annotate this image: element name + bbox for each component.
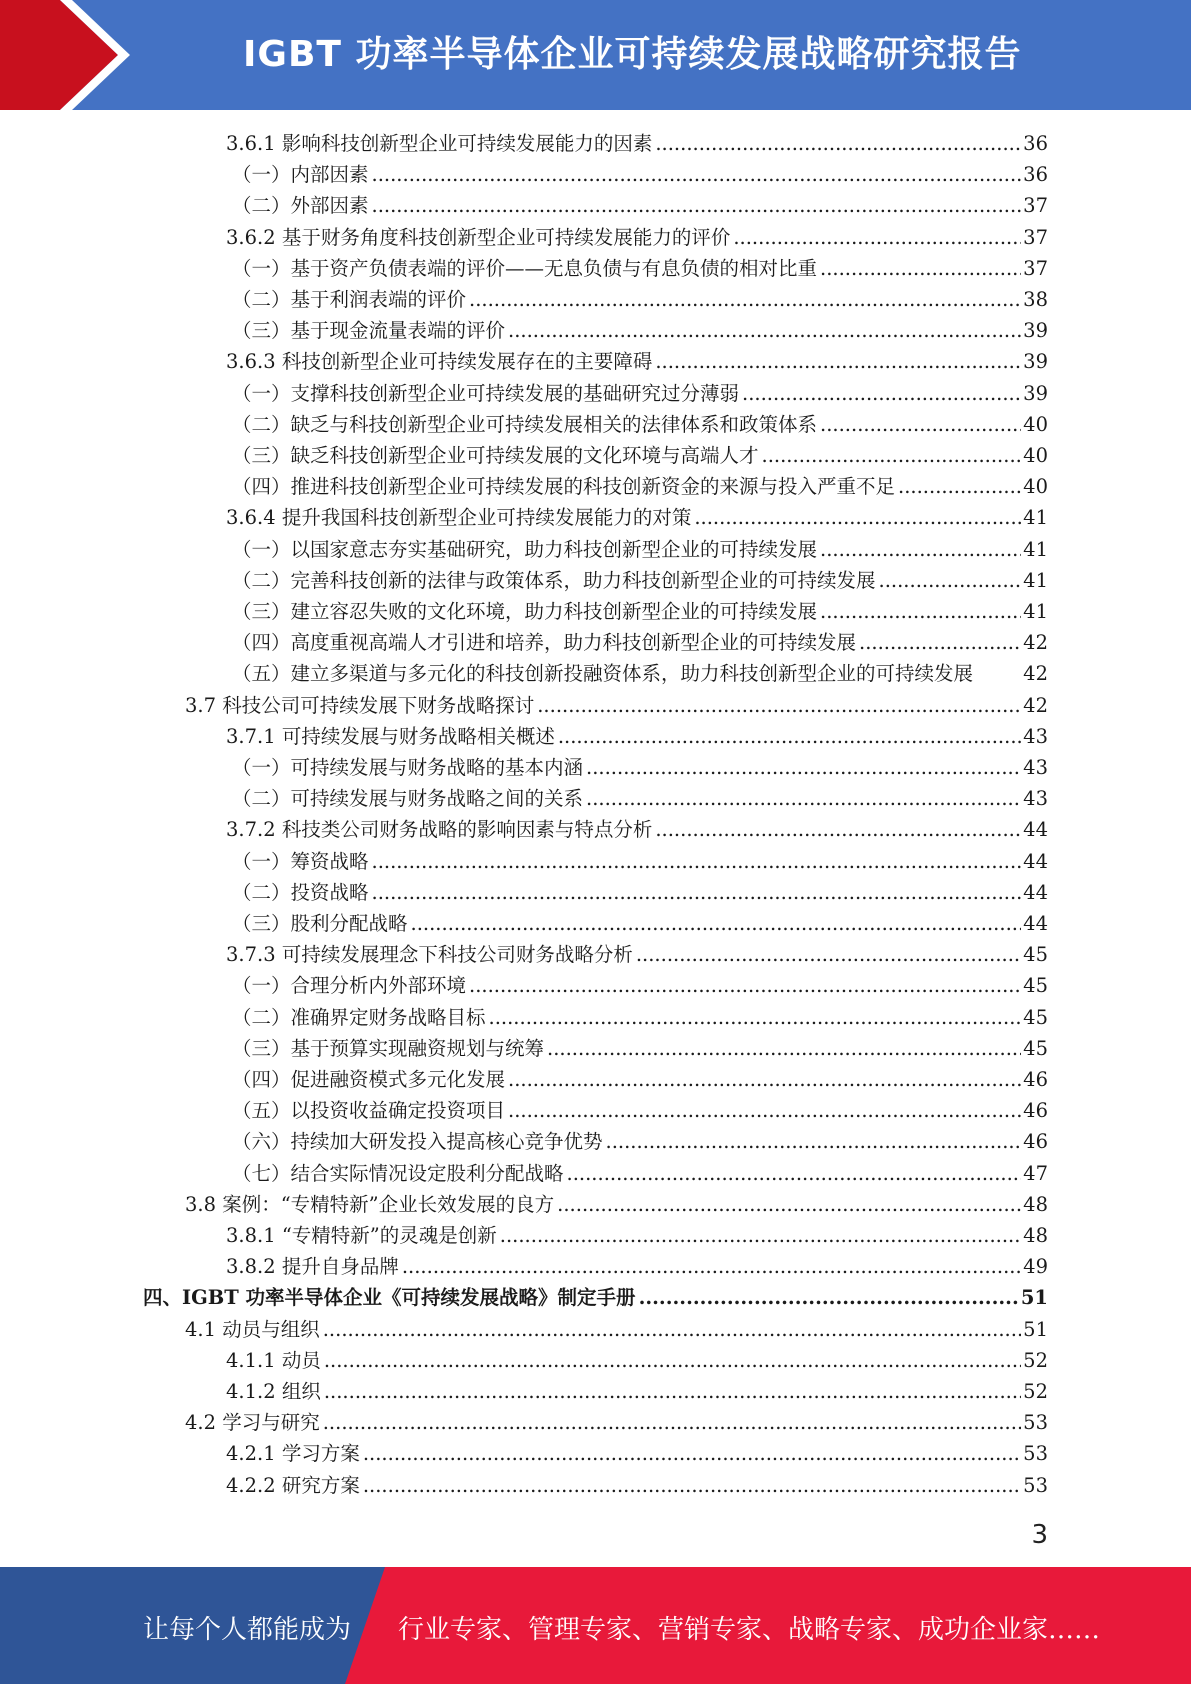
toc-entry-label: 4.1.1 动员	[226, 1349, 321, 1372]
toc-entry-page: 53	[1023, 1411, 1048, 1434]
toc-entry[interactable]	[232, 1002, 1048, 1033]
toc-leader-dots	[879, 565, 1022, 596]
toc-leader-dots	[636, 939, 1021, 970]
toc-entry-page: 41	[1023, 569, 1048, 592]
toc-entry[interactable]	[232, 253, 1048, 284]
toc-entry[interactable]	[185, 690, 1048, 721]
toc-entry-label: （三）基于预算实现融资规划与统筹	[232, 1037, 545, 1060]
toc-entry-label: （四）促进融资模式多元化发展	[232, 1068, 506, 1091]
page-footer	[0, 1567, 1191, 1684]
toc-leader-dots	[469, 970, 1021, 1001]
toc-leader-dots	[859, 627, 1021, 658]
toc-entry[interactable]	[232, 284, 1048, 315]
footer-slogan-right: 行业专家、管理专家、营销专家、战略专家、成功企业家……	[398, 1615, 1101, 1645]
toc-entry-label: 3.7.2 科技类公司财务战略的影响因素与特点分析	[226, 818, 653, 841]
toc-entry[interactable]	[226, 939, 1048, 970]
toc-entry[interactable]	[232, 783, 1048, 814]
toc-entry[interactable]	[226, 721, 1048, 752]
header-chevron-decoration	[0, 0, 160, 110]
toc-entry-page: 37	[1023, 257, 1048, 280]
toc-entry[interactable]	[232, 658, 1048, 689]
toc-entry-page: 39	[1023, 350, 1048, 373]
toc-entry-label: 4.1 动员与组织	[185, 1318, 320, 1341]
toc-entry-page: 49	[1023, 1255, 1048, 1278]
toc-leader-dots	[372, 877, 1022, 908]
toc-entry[interactable]	[226, 1438, 1048, 1469]
toc-entry[interactable]	[232, 534, 1048, 565]
toc-entry-page: 41	[1023, 600, 1048, 623]
toc-leader-dots	[655, 814, 1021, 845]
toc-entry-page: 45	[1023, 1037, 1048, 1060]
toc-entry[interactable]	[143, 1282, 1048, 1313]
toc-entry-page: 40	[1023, 475, 1048, 498]
toc-entry-label: 3.8.1 “专精特新”的灵魂是创新	[226, 1224, 497, 1247]
toc-leader-dots	[402, 1251, 1021, 1282]
toc-entry-label: （一）合理分析内外部环境	[232, 974, 467, 997]
toc-entry[interactable]	[226, 1470, 1048, 1501]
toc-entry-label: （五）以投资收益确定投资项目	[232, 1099, 506, 1122]
toc-entry-page: 44	[1023, 881, 1048, 904]
toc-entry-label: （二）完善科技创新的法律与政策体系，助力科技创新型企业的可持续发展	[232, 569, 876, 592]
toc-entry-label: 4.2.2 研究方案	[226, 1474, 360, 1497]
toc-entry-page: 39	[1023, 382, 1048, 405]
toc-entry[interactable]	[226, 1251, 1048, 1282]
toc-entry-page: 43	[1023, 756, 1048, 779]
toc-leader-dots	[639, 1282, 1019, 1313]
page-number: 3	[1031, 1520, 1048, 1550]
toc-entry-page: 44	[1023, 850, 1048, 873]
toc-entry-page: 48	[1023, 1224, 1048, 1247]
toc-leader-dots	[733, 222, 1021, 253]
toc-entry-label: （一）内部因素	[232, 163, 369, 186]
toc-leader-dots	[324, 1376, 1021, 1407]
toc-leader-dots	[411, 908, 1022, 939]
toc-entry[interactable]	[226, 222, 1048, 253]
toc-entry-page: 43	[1023, 725, 1048, 748]
toc-leader-dots	[363, 1438, 1021, 1469]
toc-leader-dots	[557, 1189, 1021, 1220]
toc-entry-page: 42	[1023, 662, 1048, 685]
page-header	[0, 0, 1191, 110]
toc-entry-page: 42	[1023, 631, 1048, 654]
toc-entry[interactable]	[226, 346, 1048, 377]
toc-entry-label: 3.6.2 基于财务角度科技创新型企业可持续发展能力的评价	[226, 226, 731, 249]
toc-entry[interactable]	[226, 128, 1048, 159]
toc-entry[interactable]	[232, 1158, 1048, 1189]
toc-entry-page: 39	[1023, 319, 1048, 342]
toc-entry-page: 51	[1023, 1318, 1048, 1341]
toc-leader-dots	[820, 409, 1021, 440]
toc-leader-dots	[508, 315, 1021, 346]
toc-entry[interactable]	[232, 471, 1048, 502]
toc-entry-page: 52	[1023, 1380, 1048, 1403]
toc-entry[interactable]	[232, 565, 1048, 596]
toc-entry[interactable]	[185, 1407, 1048, 1438]
toc-entry[interactable]	[232, 846, 1048, 877]
toc-leader-dots	[508, 1095, 1021, 1126]
toc-entry-label: （三）缺乏科技创新型企业可持续发展的文化环境与高端人才	[232, 444, 759, 467]
toc-entry-label: （五）建立多渠道与多元化的科技创新投融资体系，助力科技创新型企业的可持续发展	[232, 662, 974, 685]
toc-entry-label: （六）持续加大研发投入提高核心竞争优势	[232, 1130, 603, 1153]
toc-entry-label: 3.7 科技公司可持续发展下财务战略探讨	[185, 694, 535, 717]
toc-entry[interactable]	[232, 1095, 1048, 1126]
toc-entry-label: （二）可持续发展与财务战略之间的关系	[232, 787, 584, 810]
toc-entry[interactable]	[232, 877, 1048, 908]
toc-entry[interactable]	[232, 1126, 1048, 1157]
toc-entry-page: 46	[1023, 1068, 1048, 1091]
toc-entry-label: 四、IGBT 功率半导体企业《可持续发展战略》制定手册	[143, 1286, 636, 1309]
toc-entry[interactable]	[232, 159, 1048, 190]
toc-entry[interactable]	[226, 502, 1048, 533]
toc-entry-label: （二）准确界定财务战略目标	[232, 1006, 486, 1029]
toc-leader-dots	[537, 690, 1021, 721]
toc-entry-label: （四）推进科技创新型企业可持续发展的科技创新资金的来源与投入严重不足	[232, 475, 896, 498]
toc-entry[interactable]	[232, 409, 1048, 440]
footer-slogan-left: 让每个人都能成为	[143, 1615, 352, 1645]
toc-entry-page: 44	[1023, 912, 1048, 935]
toc-leader-dots	[323, 1407, 1021, 1438]
toc-leader-dots	[606, 1126, 1022, 1157]
toc-entry-label: （一）以国家意志夯实基础研究，助力科技创新型企业的可持续发展	[232, 538, 818, 561]
toc-leader-dots	[489, 1002, 1022, 1033]
toc-entry[interactable]	[232, 190, 1048, 221]
toc-entry-label: （四）高度重视高端人才引进和培养，助力科技创新型企业的可持续发展	[232, 631, 857, 654]
toc-entry-page: 46	[1023, 1099, 1048, 1122]
toc-entry-page: 47	[1023, 1162, 1048, 1185]
toc-entry-page: 36	[1023, 163, 1048, 186]
toc-entry[interactable]	[232, 627, 1048, 658]
toc-entry-page: 40	[1023, 413, 1048, 436]
toc-entry-label: （七）结合实际情况设定股利分配战略	[232, 1162, 564, 1185]
toc-entry-label: （一）基于资产负债表端的评价——无息负债与有息负债的相对比重	[232, 257, 818, 280]
toc-entry-label: 4.2.1 学习方案	[226, 1442, 360, 1465]
toc-entry[interactable]	[232, 1033, 1048, 1064]
toc-entry-label: 4.1.2 组织	[226, 1380, 321, 1403]
toc-entry[interactable]	[185, 1314, 1048, 1345]
toc-entry-page: 51	[1020, 1286, 1048, 1309]
toc-leader-dots	[508, 1064, 1021, 1095]
toc-entry-label: 3.8 案例：“专精特新”企业长效发展的良方	[185, 1193, 555, 1216]
toc-entry-label: 3.7.1 可持续发展与财务战略相关概述	[226, 725, 555, 748]
toc-entry-page: 44	[1023, 818, 1048, 841]
toc-entry[interactable]	[226, 1376, 1048, 1407]
toc-leader-dots	[694, 502, 1021, 533]
toc-entry-label: （一）筹资战略	[232, 850, 369, 873]
toc-leader-dots	[469, 284, 1021, 315]
toc-entry-label: （二）投资战略	[232, 881, 369, 904]
toc-entry-label: 4.2 学习与研究	[185, 1411, 320, 1434]
toc-entry-label: （一）支撑科技创新型企业可持续发展的基础研究过分薄弱	[232, 382, 740, 405]
toc-leader-dots	[586, 783, 1021, 814]
toc-entry-label: 3.6.4 提升我国科技创新型企业可持续发展能力的对策	[226, 506, 692, 529]
toc-leader-dots	[547, 1033, 1021, 1064]
toc-leader-dots	[820, 253, 1021, 284]
toc-entry[interactable]	[232, 315, 1048, 346]
toc-entry-page: 37	[1023, 194, 1048, 217]
toc-entry-label: 3.6.3 科技创新型企业可持续发展存在的主要障碍	[226, 350, 653, 373]
toc-leader-dots	[820, 534, 1021, 565]
toc-entry-page: 45	[1023, 943, 1048, 966]
toc-entry[interactable]	[232, 1064, 1048, 1095]
toc-leader-dots	[820, 596, 1021, 627]
toc-entry-page: 41	[1023, 506, 1048, 529]
toc-leader-dots	[324, 1345, 1021, 1376]
toc-entry-page: 40	[1023, 444, 1048, 467]
report-title: IGBT 功率半导体企业可持续发展战略研究报告	[243, 34, 1022, 75]
toc-entry[interactable]	[232, 440, 1048, 471]
toc-entry[interactable]	[226, 1220, 1048, 1251]
toc-entry-page: 46	[1023, 1130, 1048, 1153]
toc-entry[interactable]	[226, 1345, 1048, 1376]
toc-leader-dots	[363, 1470, 1021, 1501]
toc-leader-dots	[586, 752, 1021, 783]
toc-entry-page: 43	[1023, 787, 1048, 810]
toc-entry-label: （二）基于利润表端的评价	[232, 288, 467, 311]
toc-entry-label: （二）外部因素	[232, 194, 369, 217]
toc-leader-dots	[898, 471, 1021, 502]
toc-leader-dots	[655, 128, 1021, 159]
toc-leader-dots	[500, 1220, 1021, 1251]
toc-entry-label: 3.7.3 可持续发展理念下科技公司财务战略分析	[226, 943, 633, 966]
toc-leader-dots	[323, 1314, 1021, 1345]
toc-entry-label: （三）建立容忍失败的文化环境，助力科技创新型企业的可持续发展	[232, 600, 818, 623]
toc-entry-page: 38	[1023, 288, 1048, 311]
toc-entry-page: 53	[1023, 1474, 1048, 1497]
toc-leader-dots	[558, 721, 1021, 752]
toc-entry-page: 45	[1023, 1006, 1048, 1029]
toc-entry[interactable]	[232, 752, 1048, 783]
toc-entry[interactable]	[232, 378, 1048, 409]
toc-entry-page: 41	[1023, 538, 1048, 561]
toc-entry-label: （三）股利分配战略	[232, 912, 408, 935]
toc-entry[interactable]	[232, 908, 1048, 939]
toc-entry-page: 48	[1023, 1193, 1048, 1216]
toc-entry[interactable]	[232, 596, 1048, 627]
toc-entry-label: 3.8.2 提升自身品牌	[226, 1255, 399, 1278]
toc-entry-page: 53	[1023, 1442, 1048, 1465]
toc-entry[interactable]	[226, 814, 1048, 845]
toc-entry[interactable]	[232, 970, 1048, 1001]
toc-entry-page: 45	[1023, 974, 1048, 997]
toc-entry-label: 3.6.1 影响科技创新型企业可持续发展能力的因素	[226, 132, 653, 155]
toc-entry-page: 52	[1023, 1349, 1048, 1372]
toc-leader-dots	[372, 846, 1022, 877]
toc-leader-dots	[742, 378, 1021, 409]
toc-leader-dots	[762, 440, 1022, 471]
toc-leader-dots	[372, 190, 1022, 221]
toc-entry-page: 42	[1023, 694, 1048, 717]
toc-entry-label: （二）缺乏与科技创新型企业可持续发展相关的法律体系和政策体系	[232, 413, 818, 436]
toc-entry[interactable]	[185, 1189, 1048, 1220]
toc-entry-label: （一）可持续发展与财务战略的基本内涵	[232, 756, 584, 779]
toc-entry-label: （三）基于现金流量表端的评价	[232, 319, 506, 342]
toc-entry-page: 36	[1023, 132, 1048, 155]
toc-entry-page: 37	[1023, 226, 1048, 249]
toc-leader-dots	[372, 159, 1022, 190]
toc-leader-dots	[567, 1158, 1022, 1189]
toc-leader-dots	[655, 346, 1021, 377]
